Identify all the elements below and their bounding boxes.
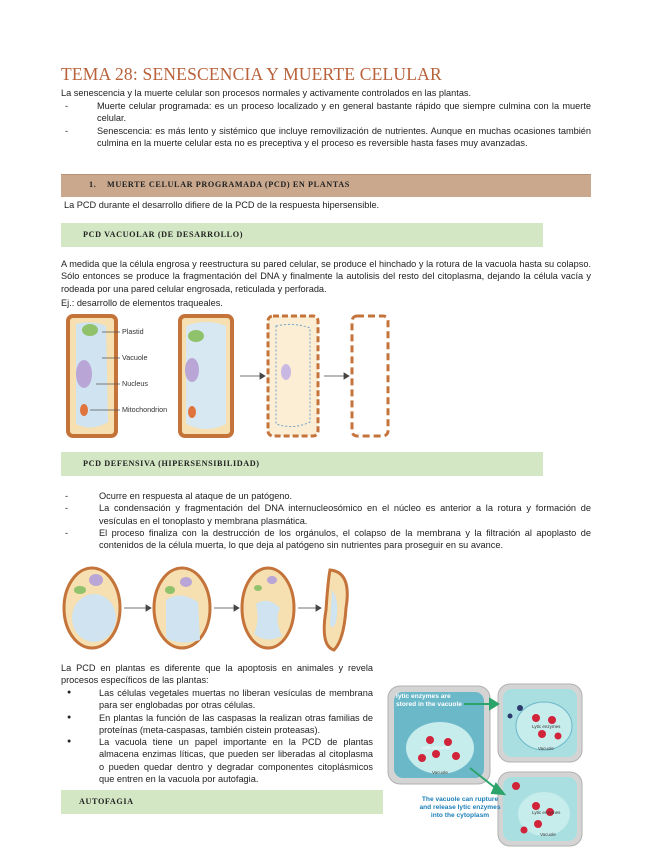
vacuole-rupture-label: The vacuole can rupture and release lytic enzymes into the cytoplasm [419, 796, 501, 819]
small-label: Vacuole [432, 770, 448, 775]
section-number: 1. [89, 180, 97, 189]
small-label: Vacuole [538, 746, 554, 751]
cell-stage-1 [68, 316, 116, 436]
list-item: ● En plantas la función de las caspasas la realizan otras familias de proteínas (meta-caspasas, también cistein proteasas). [61, 712, 373, 737]
tracheary-development-figure [62, 312, 392, 442]
list-item: - Senescencia: es más lento y sistémico que incluye removilización de nutrientes. Aunque en muchas ocasiones también culmina en la muerte celular esta no es preceptiva y el proceso es reversible hasta fases muy avanzadas. [61, 125, 591, 150]
apoptosis-list [61, 687, 373, 785]
lytic-vacuole-label: lytic enzymes are stored in the vacuole [396, 693, 462, 708]
figure-label-mitochondrion: Mitochondrion [122, 405, 168, 414]
list-item: ● Las células vegetales muertas no liberan vesículas de membrana para ser englobadas por otras células. [61, 687, 373, 712]
list-item: - Muerte celular programada: es un proceso localizado y en general bastante rápido que siempre culmina con la muerte celular. [61, 100, 591, 125]
subsection-heading: PCD VACUOLAR (DE DESARROLLO) [83, 230, 244, 239]
small-label: Lytic enzymes [422, 745, 451, 750]
list-item: - Ocurre en respuesta al ataque de un patógeno. [61, 490, 591, 502]
section-heading: MUERTE CELULAR PROGRAMADA (PCD) EN PLANTAS [107, 180, 350, 189]
section-heading-bar [61, 174, 591, 197]
intro-list [61, 100, 591, 149]
figure-label-vacuole: Vacuole [122, 353, 148, 362]
cell-stage-4 [352, 316, 388, 436]
hr-cell-1 [64, 568, 120, 648]
example-text: Ej.: desarrollo de elementos traqueales. [61, 298, 223, 308]
subsection-heading-bar [61, 790, 383, 814]
small-label: Lytic enzymes [532, 724, 561, 729]
list-item: - El proceso finaliza con la destrucción de los orgánulos, el colapso de la membrana y la filtración al apoplasto de contenidos de la célula muerta, lo que deja al patógeno sin nutrientes para proseguir en su avance. [61, 527, 591, 552]
subsection-heading: PCD DEFENSIVA (HIPERSENSIBILIDAD) [83, 459, 260, 468]
pcd-defensiva-list [61, 490, 591, 551]
subsection-heading: AUTOFAGIA [79, 797, 134, 806]
list-item: ● La vacuola tiene un papel importante en la PCD de plantas almacena enzimas líticas, que pueden ser liberadas al citoplasma o pueden quedar dentro y degradar componentes citoplásmicos que entren en la vacuola por autofagia. [61, 736, 373, 785]
subsection-heading-bar [61, 223, 543, 247]
hr-cell-2 [154, 568, 210, 648]
hypersensitive-death-figure [62, 560, 362, 660]
cell-stage-2 [180, 316, 232, 436]
figure-label-nucleus: Nucleus [122, 379, 148, 388]
cell-stage-3 [268, 316, 318, 436]
intro-paragraph: La senescencia y la muerte celular son procesos normales y activamente controlados en las plantas. [61, 88, 472, 98]
hr-cell-3 [242, 568, 294, 648]
subsection-heading-bar [61, 452, 543, 476]
apoptosis-text: La PCD en plantas es diferente que la apoptosis en animales y revela procesos específicos de las plantas: [61, 663, 373, 686]
section1-text: La PCD durante el desarrollo difiere de la PCD de la respuesta hipersensible. [64, 200, 380, 210]
small-label: Lytic enzymes [532, 810, 561, 815]
page-title: TEMA 28: SENESCENCIA Y MUERTE CELULAR [61, 64, 442, 84]
hr-cell-4 [324, 570, 347, 650]
pcd-vacuolar-text: A medida que la célula engrosa y reestructura su pared celular, se produce el hinchado y la rotura de la vacuola hasta su colapso. Sólo entonces se produce la fragmentación del DNA y finalmente la autolisis del resto del citoplasma, dejando la célula vacía y rodeada por una pared celular engrosada, reticulada y perforada. [61, 259, 591, 294]
list-item: - La condensación y fragmentación del DNA internucleosómico en el núcleo es anterior a la rotura y formación de vesículas en el tonoplasto y membrana plasmática. [61, 502, 591, 527]
figure-label-plastid: Plastid [122, 327, 144, 336]
small-label: Vacuole [540, 832, 556, 837]
